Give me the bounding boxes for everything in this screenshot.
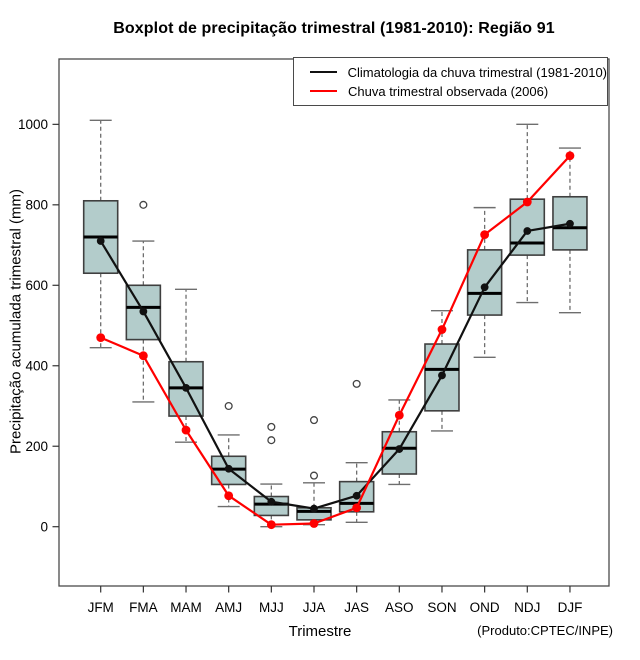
observed-point [523, 198, 532, 207]
climatology-point [97, 237, 105, 245]
outlier-point [268, 437, 275, 444]
outlier-point [268, 424, 275, 431]
chart-title: Boxplot de precipitação trimestral (1981-2010): Região 91 [113, 20, 555, 37]
outlier-point [353, 380, 360, 387]
observed-point [139, 351, 148, 360]
x-tick-label: MAM [170, 600, 202, 615]
x-tick-label: JAS [344, 600, 370, 615]
x-tick-label: FMA [129, 600, 158, 615]
y-tick-label: 400 [25, 358, 48, 374]
observed-point [395, 411, 404, 420]
outlier-point [311, 472, 318, 479]
x-tick-label: SON [427, 600, 457, 615]
climatology-line-sample [310, 71, 337, 73]
climatology-point [481, 283, 489, 291]
climatology-point [438, 372, 446, 380]
climatology-point [139, 308, 147, 316]
x-tick-label: AMJ [215, 600, 243, 615]
y-tick-label: 200 [25, 438, 48, 454]
climatology-point [182, 384, 190, 392]
y-tick-label: 1000 [17, 117, 48, 133]
observed-point [310, 519, 319, 528]
legend-item [310, 65, 607, 80]
x-tick-label: NDJ [514, 600, 541, 615]
x-tick-label: JFM [87, 600, 114, 615]
observed-point [96, 333, 105, 342]
y-axis-title: Precipitação acumulada trimestral (mm) [7, 188, 25, 455]
source-footnote: (Produto:CPTEC/INPE) [477, 623, 613, 638]
observed-point [352, 503, 361, 512]
observed-point [182, 426, 191, 435]
climatology-point [267, 498, 275, 506]
climatology-point [225, 465, 233, 473]
observed-point [480, 230, 489, 239]
observed-point [566, 151, 575, 160]
observed-line [101, 156, 570, 525]
observed-point [438, 325, 447, 334]
climatology-point [310, 505, 318, 513]
y-tick-label: 800 [25, 197, 48, 213]
climatology-point [523, 227, 531, 235]
observed-line-sample [310, 90, 337, 92]
y-tick-label: 600 [25, 277, 48, 293]
legend [293, 57, 608, 106]
observed-point [224, 491, 233, 500]
x-tick-label: JJA [302, 600, 326, 615]
outlier-point [311, 417, 318, 424]
x-tick-label: MJJ [258, 600, 284, 615]
legend-item [310, 84, 607, 99]
legend-label: Climatologia da chuva trimestral (1981-2010) [347, 64, 607, 80]
x-tick-label: DJF [557, 600, 583, 615]
y-tick-label: 0 [40, 519, 48, 535]
climatology-point [353, 492, 361, 500]
outlier-point [225, 403, 232, 410]
x-tick-label: OND [469, 600, 500, 615]
climatology-point [566, 220, 574, 228]
x-tick-label: ASO [385, 600, 414, 615]
climatology-point [395, 445, 403, 453]
outlier-point [140, 201, 147, 208]
legend-label: Chuva trimestral observada (2006) [348, 83, 549, 99]
x-axis-title: Trimestre [288, 623, 352, 640]
observed-point [267, 520, 276, 529]
